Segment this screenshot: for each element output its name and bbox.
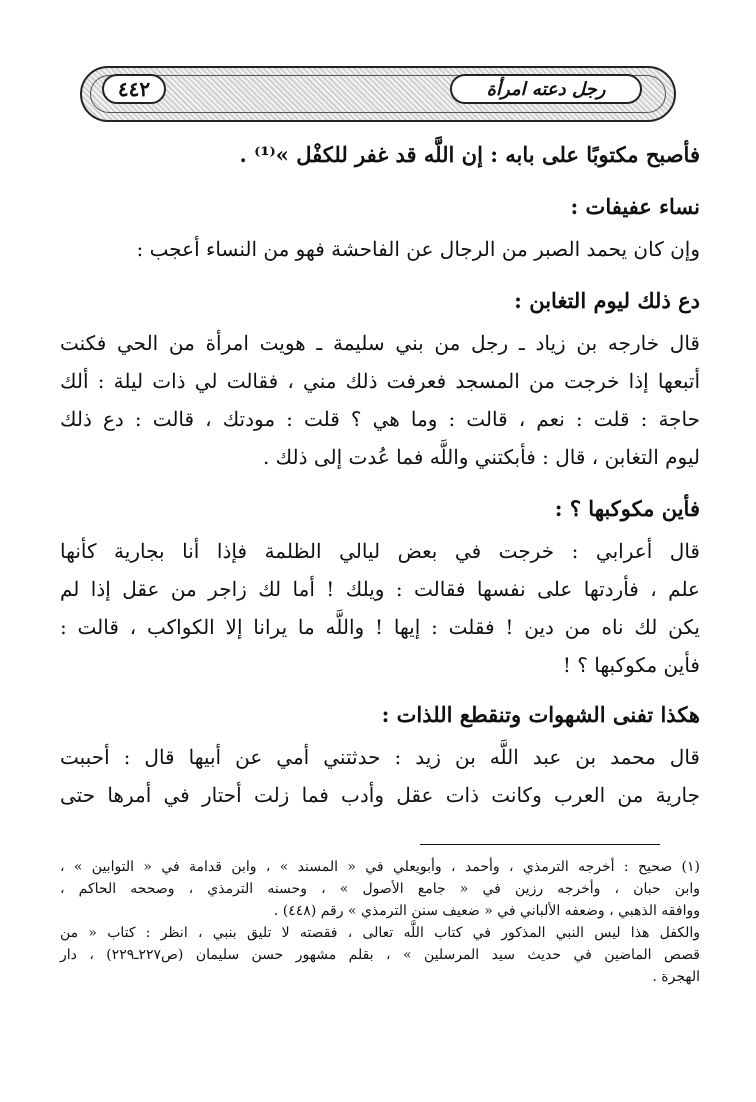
body-line: وإن كان يحمد الصبر من الرجال عن الفاحشة فهو من النساء أعجب : <box>136 237 700 261</box>
body-line: أتبعها إذا خرجت من المسجد فعرفت ذلك مني ، فقالت لي ذات ليلة : ألك <box>60 369 700 393</box>
body-line: جارية من العرب وكانت ذات عقل وأدب فما زلت أحتار في أمرها حتى <box>60 783 700 807</box>
body-line: علم ، فأردتها على نفسها فقالت : ويلك ! أما لك زاجر من عقل إذا لم <box>60 577 700 601</box>
body-line: حاجة : قلت : نعم ، قالت : وما هي ؟ قلت : مودتك ، قالت : دع ذلك <box>60 407 700 431</box>
running-title: رجل دعته امرأة <box>450 74 642 104</box>
footnote-line: (١) صحيح : أخرجه الترمذي ، وأحمد ، وأبويعلي في « المسند » ، وابن قدامة في « التوابين » ، <box>60 859 700 875</box>
body-line: يكن لك ناه من دين ! فقلت : إيها ! واللَّه ما يرانا إلا الكواكب ، قالت : <box>60 615 700 639</box>
section-heading: هكذا تفنى الشهوات وتنقطع اللذات : <box>381 702 700 727</box>
body-line: قال خارجه بن زياد ـ رجل من بني سليمة ـ هويت امرأة من الحي فكنت <box>60 331 700 355</box>
footnote-line: والكفل هذا ليس النبي المذكور في كتاب اللَّه تعالى ، فقصته لا تليق بنبي ، انظر : كتاب « من <box>60 925 700 941</box>
section-heading: نساء عفيفات : <box>570 194 700 219</box>
body-line: قال محمد بن عبد اللَّه بن زيد : حدثتني أمي عن أبيها قال : أحببت <box>60 745 700 769</box>
footnote-line: ووافقه الذهبي ، وضعفه الألباني في « ضعيف سنن الترمذي » رقم (٤٤٨) . <box>273 903 700 919</box>
footnotes <box>60 856 700 1006</box>
page-number: ٤٤٢ <box>102 74 166 104</box>
footnote-line: الهجرة . <box>652 969 700 985</box>
footnote-separator <box>420 844 660 845</box>
footnote-line: وابن حبان ، وأخرجه رزين في « جامع الأصول » ، وحسنه الترمذي ، وصححه الحاكم ، <box>60 881 700 897</box>
footnote-line: قصص الماضين في حديث سيد المرسلين » ، بقلم مشهور حسن سليمان (ص٢٢٧ـ٢٢٩) ، دار <box>60 947 701 963</box>
body-line: ليوم التغابن ، قال : فأبكتني واللَّه فما عُدت إلى ذلك . <box>262 445 700 469</box>
main-text <box>60 140 700 820</box>
section-heading: فأين مكوكبها ؟ : <box>554 496 700 521</box>
section-heading: دع ذلك ليوم التغابن : <box>514 288 700 313</box>
page-header-banner <box>80 66 676 122</box>
body-line: قال أعرابي : خرجت في بعض ليالي الظلمة فإذا أنا بجارية كأنها <box>60 539 700 563</box>
body-line: فأصبح مكتوبًا على بابه : إن اللَّه قد غفر للكفْل »⁽¹⁾ . <box>239 142 700 167</box>
body-line: فأين مكوكبها ؟ ! <box>562 653 700 677</box>
